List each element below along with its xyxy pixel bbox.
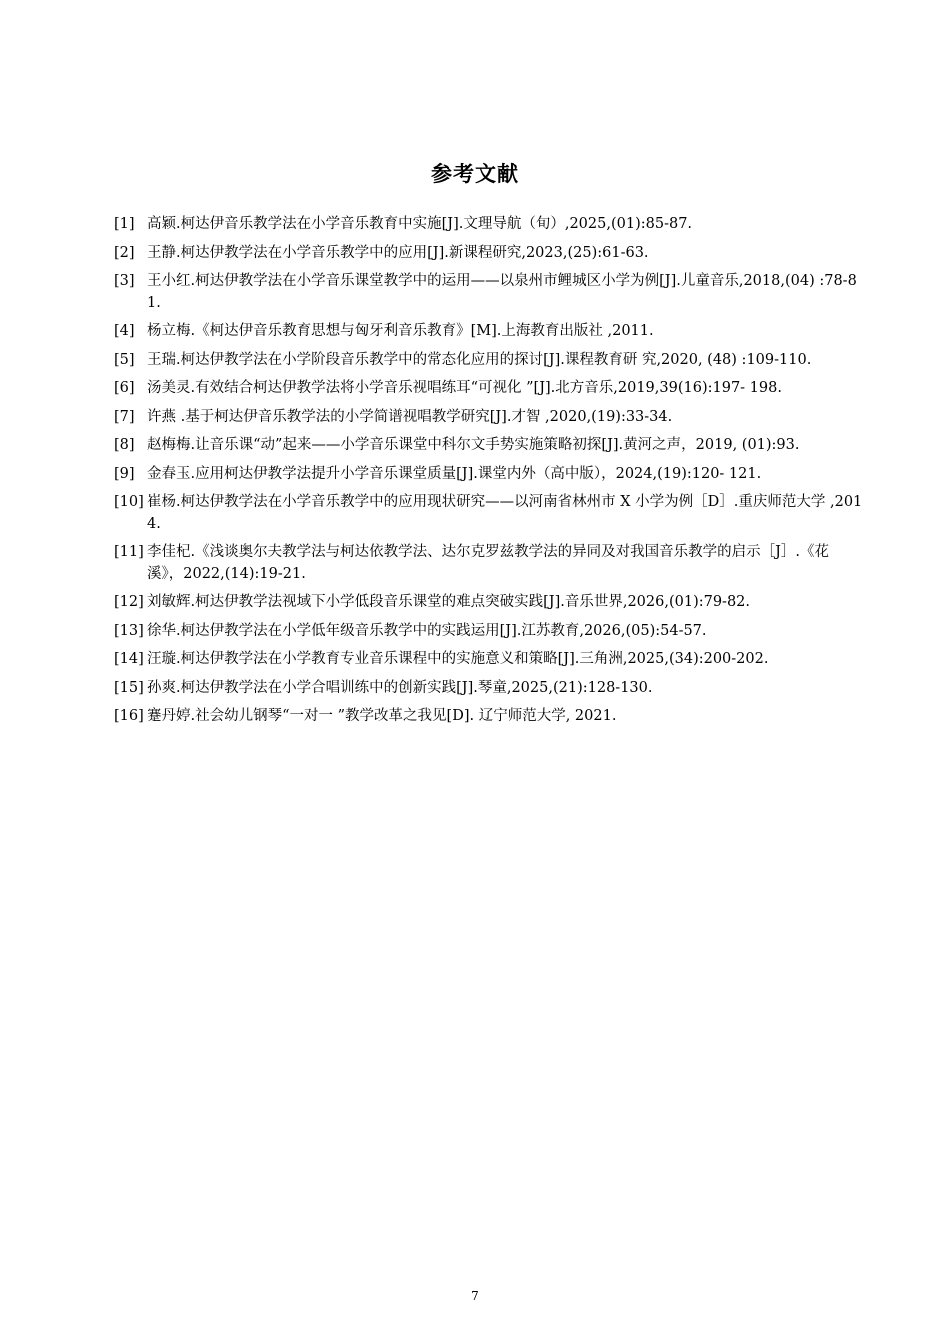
reference-item bbox=[114, 321, 864, 343]
page-title: 参考文献 bbox=[431, 162, 519, 186]
reference-list bbox=[114, 214, 864, 735]
reference-text: 汤美灵.有效结合柯达伊教学法将小学音乐视唱练耳“可视化 ”[J].北方音乐,2019,39(16):197- 198. bbox=[147, 380, 782, 396]
reference-item bbox=[114, 678, 864, 700]
reference-item bbox=[114, 649, 864, 671]
reference-number: [12] bbox=[114, 594, 144, 610]
reference-item bbox=[114, 435, 864, 457]
reference-text: 李佳杞.《浅谈奥尔夫教学法与柯达依教学法、达尔克罗兹教学法的异同及对我国音乐教学的启示［J］.《花溪》，2022,(14):19-21. bbox=[147, 544, 830, 582]
reference-number: [13] bbox=[114, 622, 144, 639]
reference-number: [5] bbox=[114, 351, 135, 368]
reference-text: 刘敏辉.柯达伊教学法视域下小学低段音乐课堂的难点突破实践[J].音乐世界,2026,(01):79-82. bbox=[147, 594, 751, 610]
reference-item bbox=[114, 350, 864, 372]
reference-text: 高颖.柯达伊音乐教学法在小学音乐教育中实施[J].文理导航（旬）,2025,(01):85-87. bbox=[147, 216, 693, 232]
reference-item bbox=[114, 542, 864, 585]
reference-number: [7] bbox=[114, 408, 135, 425]
reference-item bbox=[114, 621, 864, 643]
reference-number: [4] bbox=[114, 323, 135, 339]
reference-item bbox=[114, 214, 864, 236]
reference-number: [11] bbox=[114, 544, 144, 560]
reference-text: 王瑞.柯达伊教学法在小学阶段音乐教学中的常态化应用的探讨[J].课程教育研 究,2020, (48) :109-110. bbox=[147, 351, 812, 368]
reference-text: 王小红.柯达伊教学法在小学音乐课堂教学中的运用——以泉州市鲤城区小学为例[J].儿童音乐,2018,(04) :78-81. bbox=[147, 273, 857, 311]
reference-text: 蹇丹婷.社会幼儿钢琴“一对一 ”教学改革之我见[D]. 辽宁师范大学, 2021. bbox=[147, 708, 617, 724]
reference-number: [10] bbox=[114, 494, 144, 510]
reference-text: 崔杨.柯达伊教学法在小学音乐教学中的应用现状研究——以河南省林州市 X 小学为例［D］.重庆师范大学 ,2014. bbox=[147, 494, 863, 532]
reference-text: 汪璇.柯达伊教学法在小学教育专业音乐课程中的实施意义和策略[J].三角洲,2025,(34):200-202. bbox=[147, 651, 769, 667]
reference-item bbox=[114, 492, 864, 535]
reference-item bbox=[114, 706, 864, 728]
reference-item bbox=[114, 464, 864, 486]
reference-item bbox=[114, 243, 864, 265]
reference-number: [16] bbox=[114, 708, 144, 724]
reference-text: 王静.柯达伊教学法在小学音乐教学中的应用[J].新课程研究,2023,(25):61-63. bbox=[147, 244, 649, 261]
reference-text: 孙爽.柯达伊教学法在小学合唱训练中的创新实践[J].琴童,2025,(21):128-130. bbox=[147, 679, 653, 696]
reference-number: [6] bbox=[114, 380, 135, 396]
reference-item bbox=[114, 271, 864, 314]
reference-item bbox=[114, 407, 864, 429]
reference-number: [15] bbox=[114, 679, 144, 696]
page-number: 7 bbox=[471, 1289, 479, 1303]
reference-item bbox=[114, 378, 864, 400]
reference-number: [9] bbox=[114, 465, 135, 482]
reference-text: 金春玉.应用柯达伊教学法提升小学音乐课堂质量[J].课堂内外（高中版），2024,(19):120- 121. bbox=[147, 465, 762, 482]
reference-text: 杨立梅.《柯达伊音乐教育思想与匈牙利音乐教育》[M].上海教育出版社 ,2011. bbox=[147, 323, 654, 339]
reference-text: 赵梅梅.让音乐课“动”起来——小学音乐课堂中科尔文手势实施策略初探[J].黄河之声，2019, (01):93. bbox=[147, 437, 800, 453]
reference-number: [14] bbox=[114, 651, 144, 667]
reference-text: 许燕 .基于柯达伊音乐教学法的小学简谱视唱教学研究[J].才智 ,2020,(19):33-34. bbox=[147, 408, 673, 425]
reference-item bbox=[114, 592, 864, 614]
reference-number: [1] bbox=[114, 216, 135, 232]
reference-number: [2] bbox=[114, 244, 135, 261]
reference-number: [3] bbox=[114, 273, 135, 289]
reference-number: [8] bbox=[114, 437, 135, 453]
reference-text: 徐华.柯达伊教学法在小学低年级音乐教学中的实践运用[J].江苏教育,2026,(05):54-57. bbox=[147, 622, 707, 639]
